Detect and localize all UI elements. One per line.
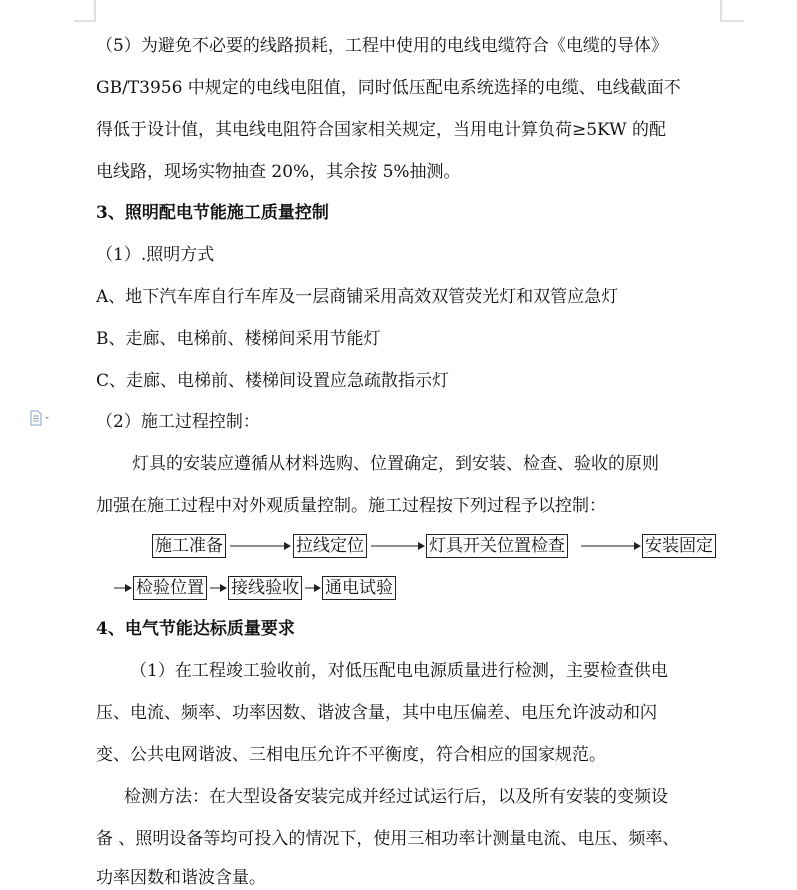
flow-step-power-test: 通电试验 — [322, 576, 396, 600]
top-left-corner-guide — [74, 0, 98, 26]
paragraph-line: （1）在工程竣工验收前，对低压配电电源质量进行检测，主要检查供电 — [130, 661, 668, 681]
flow-step-position-check: 灯具开关位置检查 — [426, 534, 568, 558]
flow-step-preparation: 施工准备 — [152, 534, 226, 558]
subheading-process-control: （2）施工过程控制： — [96, 412, 260, 432]
flow-step-install: 安装固定 — [642, 534, 716, 558]
arrow-icon — [228, 534, 292, 558]
flow-step-wiring: 接线验收 — [228, 576, 302, 600]
list-item-c: C、走廊、电梯前、楼梯间设置应急疏散指示灯 — [96, 371, 450, 391]
list-item-b: B、走廊、电梯前、楼梯间采用节能灯 — [96, 329, 381, 349]
paragraph-line: 加强在施工过程中对外观质量控制。施工过程按下列过程予以控制： — [96, 496, 606, 516]
section-heading-4: 4、电气节能达标质量要求 — [96, 619, 295, 639]
paragraph-line: GB/T3956 中规定的电线电阻值，同时低压配电系统选择的电缆、电线截面不 — [96, 78, 681, 98]
paragraph-line: 备 、照明设备等均可投入的情况下，使用三相功率计测量电流、电压、频率、 — [96, 829, 680, 849]
arrow-icon — [209, 576, 228, 600]
paragraph-line: 检测方法：在大型设备安装完成并经过试运行后，以及所有安装的变频设 — [124, 787, 668, 807]
flow-step-inspect: 检验位置 — [133, 576, 207, 600]
arrow-icon — [369, 534, 426, 558]
top-right-corner-guide — [718, 0, 744, 26]
paragraph-line: 压、电流、频率、功率因数、谐波含量，其中电压偏差、电压允许波动和闪 — [96, 703, 657, 723]
list-item-a: A、地下汽车库自行车库及一层商铺采用高效双管荧光灯和双管应急灯 — [96, 287, 619, 307]
paragraph-line: 灯具的安装应遵循从材料选购、位置确定，到安装、检查、验收的原则 — [132, 454, 659, 474]
subheading-lighting-method: （1）.照明方式 — [96, 245, 215, 265]
paragraph-line: 功率因数和谐波含量。 — [96, 868, 266, 888]
arrow-icon — [577, 534, 642, 558]
paragraph-line: 变、公共电网谐波、三相电压允许不平衡度，符合相应的国家规范。 — [96, 745, 606, 765]
document-icon[interactable] — [30, 410, 52, 426]
paragraph-line: 电线路，现场实物抽查 20%，其余按 5%抽测。 — [96, 162, 461, 182]
section-heading-3: 3、照明配电节能施工质量控制 — [96, 203, 329, 223]
paragraph-line: 得低于设计值，其电线电阻符合国家相关规定，当用电计算负荷≥5KW 的配 — [96, 120, 667, 140]
paragraph-line: （5）为避免不必要的线路损耗，工程中使用的电线电缆符合《电缆的导体》 — [96, 36, 668, 56]
arrow-icon — [304, 576, 322, 600]
arrow-icon — [113, 576, 133, 600]
flow-step-positioning: 拉线定位 — [293, 534, 367, 558]
